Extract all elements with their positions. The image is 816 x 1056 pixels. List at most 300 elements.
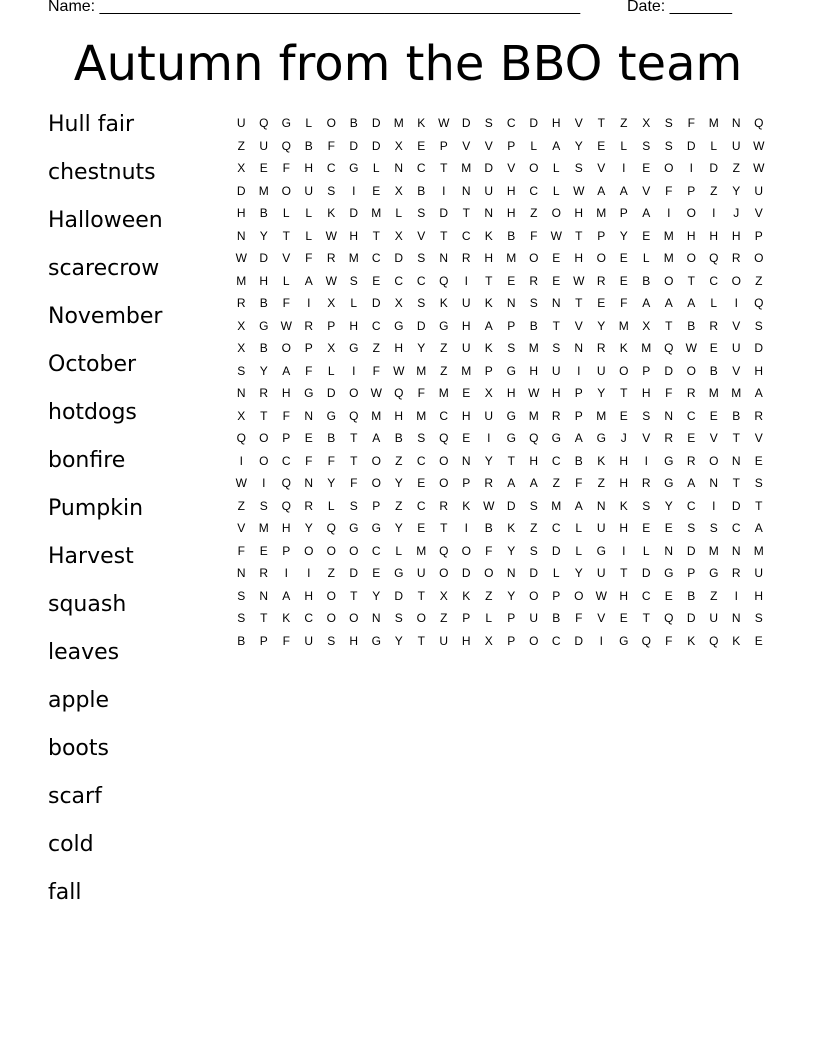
grid-letter: D [686, 611, 696, 626]
grid-letter: Q [236, 431, 246, 446]
grid-letter: P [282, 431, 291, 446]
grid-letter: Z [237, 138, 245, 153]
grid-letter: T [687, 273, 695, 288]
grid-letter: L [282, 206, 290, 221]
grid-letter: I [352, 363, 356, 378]
grid-letter: M [416, 363, 427, 378]
grid-letter: I [689, 161, 693, 176]
grid-letter: H [281, 521, 291, 536]
grid-letter: C [416, 161, 426, 176]
grid-letter: E [417, 521, 426, 536]
grid-letter: F [305, 453, 313, 468]
grid-letter: F [237, 543, 245, 558]
grid-letter: G [371, 633, 381, 648]
grid-letter: V [597, 161, 606, 176]
grid-letter: W [753, 161, 765, 176]
word-list-item: Halloween [48, 208, 163, 233]
grid-letter: Z [372, 341, 380, 356]
grid-letter: W [325, 273, 337, 288]
grid-letter: G [709, 566, 719, 581]
grid-letter: A [664, 296, 673, 311]
grid-row [230, 247, 770, 270]
grid-letter: Q [641, 633, 651, 648]
grid-letter: O [731, 273, 741, 288]
grid-letter: K [439, 296, 448, 311]
grid-letter: S [349, 273, 358, 288]
grid-letter: V [237, 521, 246, 536]
grid-letter: H [506, 386, 516, 401]
grid-letter: F [575, 611, 583, 626]
grid-letter: S [529, 543, 538, 558]
grid-letter: E [642, 161, 651, 176]
grid-letter: C [709, 273, 719, 288]
grid-letter: F [282, 633, 290, 648]
grid-letter: W [753, 138, 765, 153]
grid-letter: B [327, 431, 336, 446]
grid-letter: F [665, 386, 673, 401]
grid-letter: W [483, 498, 495, 513]
grid-letter: I [464, 273, 468, 288]
grid-letter: R [686, 453, 696, 468]
grid-letter: G [596, 431, 606, 446]
grid-letter: T [440, 228, 448, 243]
grid-letter: O [326, 611, 336, 626]
grid-letter: K [732, 633, 741, 648]
grid-letter: H [349, 318, 359, 333]
grid-letter: D [506, 498, 516, 513]
grid-letter: E [664, 521, 673, 536]
grid-letter: B [642, 273, 651, 288]
grid-letter: H [349, 228, 359, 243]
grid-letter: K [597, 453, 606, 468]
grid-letter: V [417, 228, 426, 243]
grid-letter: O [574, 588, 584, 603]
grid-letter: N [371, 611, 381, 626]
grid-letter: N [461, 453, 471, 468]
grid-letter: Q [281, 138, 291, 153]
grid-letter: G [349, 161, 359, 176]
grid-letter: O [709, 453, 719, 468]
grid-letter: Q [349, 408, 359, 423]
grid-letter: D [371, 296, 381, 311]
grid-letter: R [304, 318, 314, 333]
word-list-item: scarecrow [48, 256, 160, 281]
grid-letter: U [416, 566, 426, 581]
grid-letter: T [417, 588, 425, 603]
grid-letter: W [325, 228, 337, 243]
grid-letter: F [665, 633, 673, 648]
grid-letter: E [664, 588, 673, 603]
grid-letter: V [642, 183, 651, 198]
grid-letter: O [259, 431, 269, 446]
grid-letter: A [552, 138, 561, 153]
grid-letter: M [708, 386, 719, 401]
grid-row [230, 630, 770, 653]
grid-letter: F [372, 363, 380, 378]
grid-row [230, 292, 770, 315]
word-list-item: cold [48, 832, 94, 857]
grid-letter: U [596, 521, 606, 536]
grid-letter: D [349, 206, 359, 221]
grid-letter: U [754, 183, 764, 198]
grid-letter: B [304, 138, 313, 153]
grid-letter: A [687, 296, 696, 311]
grid-letter: G [619, 633, 629, 648]
grid-letter: S [754, 476, 763, 491]
grid-letter: S [417, 206, 426, 221]
grid-letter: O [281, 341, 291, 356]
grid-letter: D [371, 138, 381, 153]
grid-letter: C [551, 633, 561, 648]
grid-letter: H [461, 318, 471, 333]
grid-letter: B [394, 431, 403, 446]
grid-letter: V [642, 431, 651, 446]
grid-letter: Y [597, 318, 606, 333]
grid-letter: P [462, 611, 471, 626]
grid-letter: K [462, 588, 471, 603]
grid-letter: F [327, 138, 335, 153]
grid-letter: O [349, 543, 359, 558]
grid-letter: S [642, 498, 651, 513]
grid-letter: O [326, 116, 336, 131]
grid-letter: O [349, 611, 359, 626]
grid-row [230, 157, 770, 180]
grid-letter: O [529, 251, 539, 266]
grid-letter: D [709, 161, 719, 176]
grid-letter: Y [507, 588, 516, 603]
grid-letter: X [237, 318, 246, 333]
word-list-item: boots [48, 736, 109, 761]
grid-letter: B [687, 318, 696, 333]
grid-letter: S [529, 498, 538, 513]
grid-letter: F [530, 228, 538, 243]
grid-letter: H [619, 453, 629, 468]
grid-letter: R [461, 251, 471, 266]
grid-letter: P [507, 633, 516, 648]
grid-letter: S [237, 588, 246, 603]
grid-letter: H [686, 228, 696, 243]
grid-letter: W [528, 386, 540, 401]
grid-letter: U [439, 633, 449, 648]
grid-letter: T [350, 588, 358, 603]
grid-row [230, 135, 770, 158]
grid-letter: T [665, 318, 673, 333]
grid-letter: H [529, 363, 539, 378]
grid-letter: M [393, 116, 404, 131]
grid-letter: S [237, 363, 246, 378]
grid-letter: C [281, 453, 291, 468]
grid-letter: T [440, 161, 448, 176]
grid-letter: O [529, 633, 539, 648]
grid-letter: D [371, 116, 381, 131]
grid-letter: S [754, 611, 763, 626]
grid-letter: G [371, 521, 381, 536]
grid-letter: Y [417, 341, 426, 356]
grid-letter: U [529, 611, 539, 626]
grid-letter: M [371, 408, 382, 423]
grid-letter: M [236, 273, 247, 288]
grid-letter: B [552, 611, 561, 626]
grid-letter: P [754, 228, 763, 243]
grid-letter: E [754, 453, 763, 468]
grid-letter: L [530, 138, 538, 153]
grid-letter: Z [440, 363, 448, 378]
grid-letter: M [551, 498, 562, 513]
grid-letter: Q [281, 498, 291, 513]
grid-letter: W [370, 386, 382, 401]
grid-letter: J [620, 431, 627, 446]
grid-letter: N [506, 566, 516, 581]
grid-letter: L [282, 273, 290, 288]
grid-letter: Y [732, 183, 741, 198]
grid-letter: F [327, 453, 335, 468]
grid-letter: D [574, 633, 584, 648]
grid-letter: T [462, 206, 470, 221]
grid-letter: G [259, 318, 269, 333]
grid-letter: Q [664, 611, 674, 626]
grid-letter: E [597, 296, 606, 311]
word-list-item: Harvest [48, 544, 134, 569]
grid-letter: X [642, 116, 651, 131]
grid-letter: D [686, 138, 696, 153]
grid-letter: I [577, 363, 581, 378]
grid-letter: T [260, 611, 268, 626]
grid-letter: K [417, 116, 426, 131]
grid-letter: Z [237, 498, 245, 513]
grid-letter: V [484, 138, 493, 153]
grid-letter: W [235, 476, 247, 491]
grid-letter: H [574, 206, 584, 221]
grid-letter: M [663, 228, 674, 243]
grid-letter: H [619, 521, 629, 536]
grid-letter: L [305, 228, 313, 243]
grid-letter: I [307, 296, 311, 311]
grid-letter: K [507, 521, 516, 536]
grid-letter: I [599, 633, 603, 648]
grid-letter: O [439, 566, 449, 581]
grid-letter: B [259, 296, 268, 311]
grid-letter: S [552, 341, 561, 356]
grid-letter: P [439, 138, 448, 153]
grid-letter: C [686, 498, 696, 513]
name-field-label: Name: ______________________________________________________ [48, 0, 581, 15]
grid-letter: H [731, 228, 741, 243]
grid-letter: X [484, 386, 493, 401]
grid-letter: M [663, 251, 674, 266]
word-list-item: squash [48, 592, 127, 617]
grid-letter: H [349, 633, 359, 648]
grid-letter: U [551, 363, 561, 378]
grid-letter: I [262, 476, 266, 491]
grid-letter: A [597, 183, 606, 198]
grid-letter: R [641, 476, 651, 491]
grid-letter: H [574, 251, 584, 266]
grid-letter: Y [372, 588, 381, 603]
grid-letter: S [529, 296, 538, 311]
grid-letter: M [731, 386, 742, 401]
grid-letter: W [595, 588, 607, 603]
grid-letter: O [484, 566, 494, 581]
grid-letter: B [687, 588, 696, 603]
word-list-item: fall [48, 880, 82, 905]
grid-letter: G [281, 116, 291, 131]
grid-letter: O [326, 543, 336, 558]
grid-letter: Z [620, 116, 628, 131]
grid-letter: X [237, 341, 246, 356]
grid-letter: Y [507, 543, 516, 558]
grid-letter: L [327, 363, 335, 378]
grid-letter: S [349, 498, 358, 513]
puzzle-title: Autumn from the BBO team [73, 36, 743, 92]
grid-letter: R [731, 251, 741, 266]
grid-letter: R [596, 273, 606, 288]
grid-letter: N [731, 453, 741, 468]
grid-letter: T [552, 318, 560, 333]
grid-letter: P [574, 386, 583, 401]
grid-letter: F [282, 296, 290, 311]
grid-letter: Q [394, 386, 404, 401]
grid-letter: E [619, 273, 628, 288]
grid-letter: L [552, 566, 560, 581]
grid-letter: L [552, 183, 560, 198]
grid-row [230, 270, 770, 293]
grid-letter: R [259, 386, 269, 401]
grid-letter: N [304, 476, 314, 491]
grid-letter: A [754, 521, 763, 536]
grid-letter: E [507, 273, 516, 288]
grid-letter: M [641, 341, 652, 356]
grid-letter: B [732, 408, 741, 423]
grid-letter: H [394, 408, 404, 423]
grid-letter: P [462, 476, 471, 491]
grid-letter: G [394, 318, 404, 333]
grid-letter: L [710, 296, 718, 311]
grid-letter: Z [597, 476, 605, 491]
grid-letter: H [506, 206, 516, 221]
grid-letter: A [304, 273, 313, 288]
grid-letter: N [596, 498, 606, 513]
grid-letter: Z [552, 476, 560, 491]
grid-letter: E [372, 273, 381, 288]
grid-letter: U [236, 116, 246, 131]
grid-letter: M [258, 521, 269, 536]
grid-letter: G [439, 318, 449, 333]
grid-letter: E [462, 386, 471, 401]
grid-letter: Z [395, 453, 403, 468]
grid-letter: R [596, 341, 606, 356]
grid-letter: U [709, 611, 719, 626]
grid-letter: Q [709, 633, 719, 648]
grid-letter: G [506, 431, 516, 446]
grid-letter: T [620, 386, 628, 401]
grid-letter: Y [394, 521, 403, 536]
grid-letter: U [304, 633, 314, 648]
grid-letter: Q [281, 476, 291, 491]
grid-letter: V [754, 431, 763, 446]
grid-letter: H [551, 116, 561, 131]
grid-letter: D [664, 363, 674, 378]
grid-letter: A [619, 183, 628, 198]
grid-letter: X [484, 633, 493, 648]
grid-letter: N [731, 543, 741, 558]
grid-letter: C [529, 183, 539, 198]
grid-letter: C [304, 611, 314, 626]
grid-letter: Z [710, 588, 718, 603]
grid-letter: Y [394, 476, 403, 491]
grid-letter: H [304, 588, 314, 603]
grid-letter: T [642, 611, 650, 626]
grid-letter: X [237, 161, 246, 176]
word-list-item: November [48, 304, 163, 329]
grid-letter: D [259, 251, 269, 266]
grid-letter: C [439, 408, 449, 423]
grid-letter: M [416, 408, 427, 423]
grid-letter: Z [530, 521, 538, 536]
grid-letter: P [552, 588, 561, 603]
grid-letter: Z [530, 206, 538, 221]
grid-letter: U [484, 408, 494, 423]
grid-letter: P [642, 363, 651, 378]
grid-letter: N [551, 296, 561, 311]
grid-letter: R [731, 566, 741, 581]
grid-letter: H [281, 386, 291, 401]
grid-letter: Z [327, 566, 335, 581]
grid-letter: Q [439, 431, 449, 446]
grid-row [230, 180, 770, 203]
grid-letter: S [327, 633, 336, 648]
grid-letter: Z [440, 611, 448, 626]
grid-letter: X [439, 588, 448, 603]
grid-row [230, 315, 770, 338]
grid-letter: U [304, 183, 314, 198]
grid-row [230, 112, 770, 135]
grid-letter: M [618, 318, 629, 333]
grid-letter: D [394, 588, 404, 603]
grid-letter: M [528, 341, 539, 356]
grid-letter: I [487, 431, 491, 446]
grid-letter: X [394, 296, 403, 311]
grid-letter: O [664, 273, 674, 288]
grid-letter: D [349, 138, 359, 153]
grid-letter: U [259, 138, 269, 153]
grid-letter: D [236, 183, 246, 198]
grid-letter: P [574, 408, 583, 423]
grid-letter: D [439, 206, 449, 221]
grid-letter: N [259, 588, 269, 603]
grid-letter: U [731, 341, 741, 356]
grid-letter: A [574, 498, 583, 513]
grid-letter: I [622, 161, 626, 176]
grid-letter: I [284, 566, 288, 581]
grid-letter: I [239, 453, 243, 468]
grid-letter: M [461, 161, 472, 176]
grid-letter: Z [485, 588, 493, 603]
grid-letter: Y [597, 386, 606, 401]
grid-letter: H [304, 161, 314, 176]
grid-letter: O [281, 183, 291, 198]
grid-letter: X [642, 318, 651, 333]
grid-letter: N [439, 251, 449, 266]
grid-letter: M [371, 206, 382, 221]
grid-letter: P [619, 206, 628, 221]
grid-letter: T [732, 431, 740, 446]
grid-letter: H [236, 206, 246, 221]
grid-letter: K [282, 611, 291, 626]
grid-letter: D [529, 116, 539, 131]
grid-letter: H [754, 588, 764, 603]
grid-letter: E [709, 408, 718, 423]
grid-row [230, 202, 770, 225]
